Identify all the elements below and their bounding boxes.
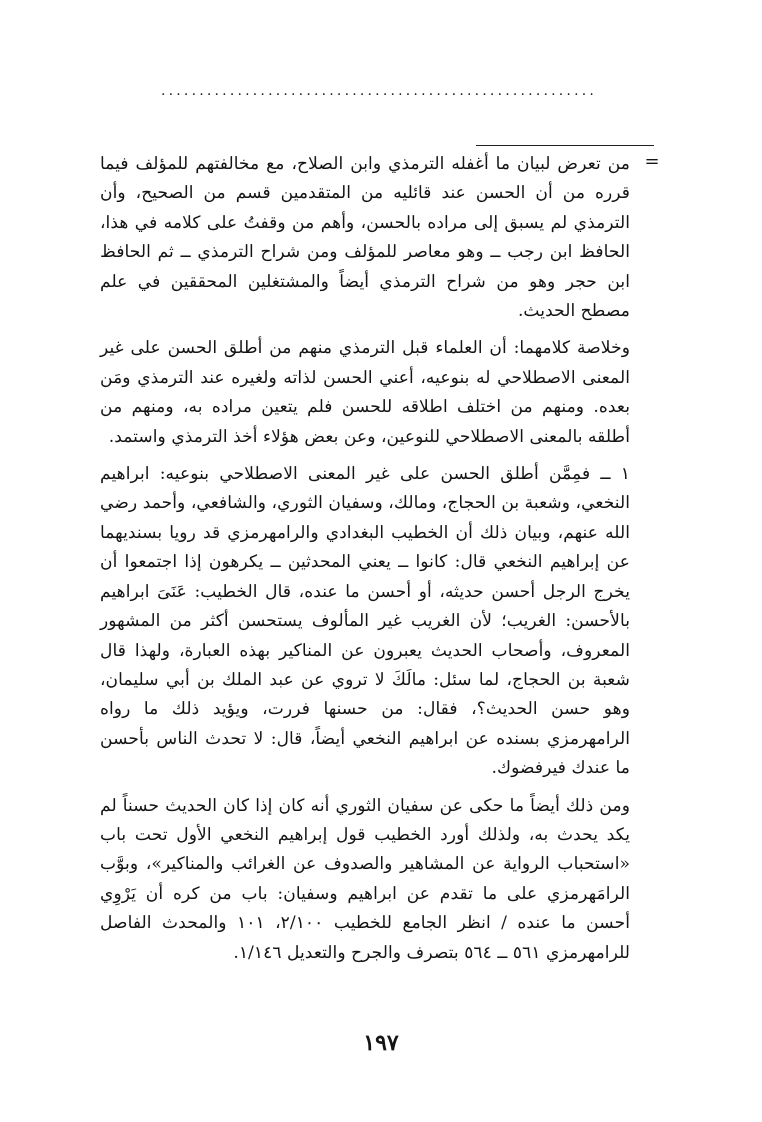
footnote-rule xyxy=(476,145,654,146)
header-dotted-separator: ......................................................... xyxy=(160,84,598,98)
paragraph-3: ١ ــ فمِمَّن أطلق الحسن على غير المعنى الاصطلاحي بنوعيه: ابراهيم النخعي، وشعبة بن الحجاج، ومالك، وسفيان الثوري، والشافعي، وأحمد رضي الله عنهم، وبيان ذلك أن الخطيب البغدادي والرامهرمزي قد رويا بسنديهما عن إبراهيم النخعي قال: كانوا ــ يعني المحدثين ــ يكرهون إذا اجتمعوا أن يخرج الرجل أحسن حديثه، أو أحسن ما عنده، قال الخطيب: عَنَىَ ابراهيم بالأحسن: الغريب؛ لأن الغريب غير المألوف يستحسن أكثر من المشهور المعروف، وأصحاب الحديث يعبرون عن المناكير بهذه العبارة، ولهذا قال شعبة بن الحجاج، لما سئل: مالَكَ لا تروي عن عبد الملك بن أبي سليمان، وهو حسن الحديث؟، فقال: من حسنها فررت، ويؤيد ذلك ما رواه الرامهرمزي بسنده عن ابراهيم النخعي أيضاً، قال: لا تحدث الناس بأحسن ما عندك فيرفضوك. xyxy=(100,464,630,779)
paragraph-4: ومن ذلك أيضاً ما حكى عن سفيان الثوري أنه كان إذا كان الحديث حسناً لم يكد يحدث به، ولذلك أورد الخطيب قول إبراهيم النخعي الأول تحت باب «استحباب الرواية عن المشاهير والصدوف عن الغرائب والمناكير»، وبوَّب الرامَهرمزي على ما تقدم عن ابراهيم وسفيان: باب من كره أن يَرْوِي أحسن ما عنده / انظر الجامع للخطيب ٢/١٠٠، ١٠١ والمحدث الفاصل للرامهرمزي ٥٦١ ــ ٥٦٤ بتصرف والجرح والتعديل ١/١٤٦. xyxy=(100,795,630,963)
continuation-mark: = xyxy=(644,151,660,172)
footnote-body xyxy=(100,150,630,976)
paragraph-2: وخلاصة كلامهما: أن العلماء قبل الترمذي منهم من أطلق الحسن على غير المعنى الاصطلاحي له بنوعيه، أعني الحسن لذاته ولغيره عند الترمذي ومَن بعده. ومنهم من اختلف اطلاقه للحسن فلم يتعين مراده به، ومنهم من أطلقه بالمعنى الاصطلاحي للنوعين، وعن بعض هؤلاء أخذ الترمذي واستمد. xyxy=(100,338,630,447)
paragraph-1: من تعرض لبيان ما أغفله الترمذي وابن الصلاح، مع مخالفتهم للمؤلف فيما قرره من أن الحسن عند قائليه من المتقدمين قسم من الصحيح، وأن الترمذي لم يسبق إلى مراده بالحسن، وأهم من وقفتُ على كلامه في هذا، الحافظ ابن رجب ــ وهو معاصر للمؤلف ومن شراح الترمذي ــ ثم الحافظ ابن حجر وهو من شراح الترمذي أيضاً والمشتغلين المحققين في علم مصطح الحديث. xyxy=(100,154,630,322)
page-number: ١٩٧ xyxy=(363,1030,399,1056)
